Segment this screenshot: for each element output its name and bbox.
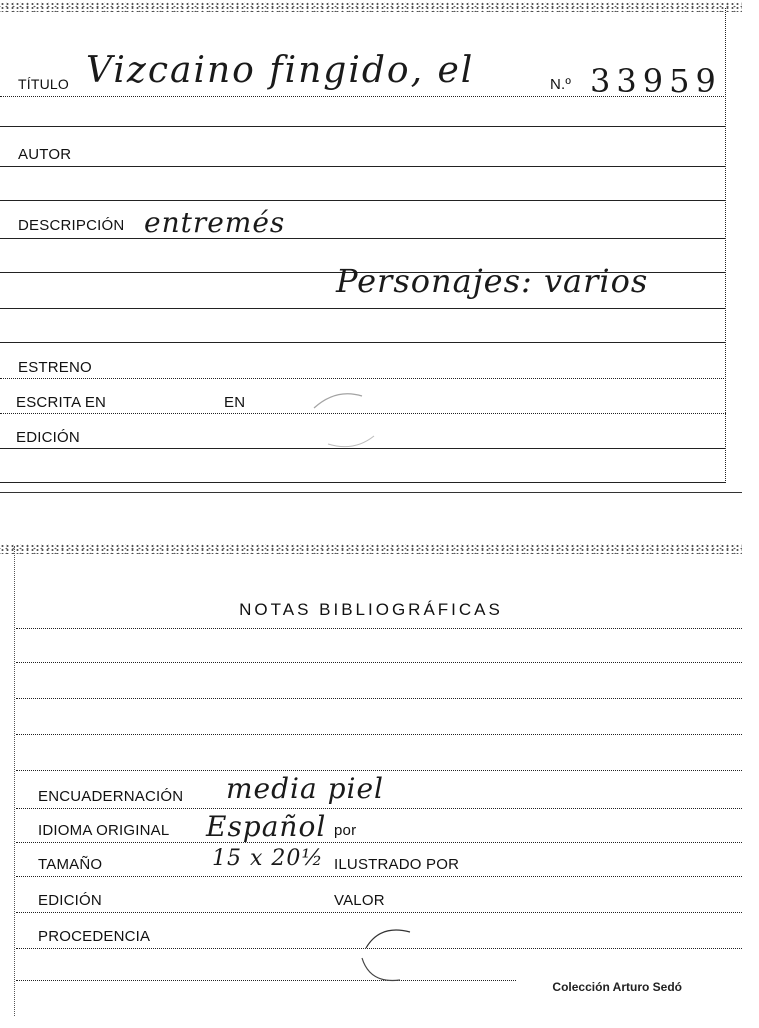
rule-line — [0, 482, 726, 483]
faded-stamp — [352, 918, 432, 990]
encuadernacion-line — [16, 808, 742, 809]
notes-line — [16, 662, 742, 663]
rule-line — [0, 126, 726, 127]
titulo-label: TÍTULO — [18, 76, 69, 92]
idioma-value: Español — [206, 810, 327, 843]
numero-value: 33959 — [590, 62, 722, 100]
edicion-label: EDICIÓN — [16, 429, 80, 446]
autor-label: AUTOR — [18, 146, 72, 163]
collection-credit: Colección Arturo Sedó — [552, 980, 682, 994]
encuadernacion-value: media piel — [226, 772, 384, 805]
ilustrado-label: ILUSTRADO POR — [334, 856, 460, 873]
notes-line — [16, 698, 742, 699]
notes-line — [16, 628, 742, 629]
rule-line — [0, 200, 726, 201]
torn-top-edge — [0, 544, 742, 554]
encuadernacion-label: ENCUADERNACIÓN — [38, 788, 184, 805]
card-right-edge — [725, 8, 726, 483]
faded-stamp — [306, 386, 386, 456]
en-label: EN — [224, 394, 246, 411]
tamano-label: TAMAÑO — [38, 856, 103, 873]
por-label: por — [334, 822, 357, 839]
titulo-value: Vizcaino fingido, el — [86, 50, 475, 91]
notes-line — [16, 770, 742, 771]
edicion-back-line — [16, 912, 742, 913]
tamano-line — [16, 876, 742, 877]
escrita-en-label: ESCRITA EN — [16, 394, 107, 411]
rule-line — [0, 342, 726, 343]
tamano-value: 15 x 20½ — [212, 846, 324, 871]
torn-top-edge — [0, 2, 742, 12]
procedencia-label: PROCEDENCIA — [38, 928, 151, 945]
estreno-line — [0, 378, 726, 379]
descripcion-label: DESCRIPCIÓN — [18, 217, 125, 234]
notes-line — [16, 734, 742, 735]
valor-label: VALOR — [334, 892, 385, 909]
rule-line — [0, 308, 726, 309]
rule-line — [16, 980, 516, 981]
edicion-back-label: EDICIÓN — [38, 892, 102, 909]
catalog-card-back — [0, 540, 742, 1028]
autor-line — [0, 166, 726, 167]
idioma-label: IDIOMA ORIGINAL — [38, 822, 170, 839]
numero-label: N.º — [550, 76, 572, 93]
descripcion-value: entremés — [144, 206, 286, 239]
card-divider — [0, 492, 742, 493]
catalog-card-front — [0, 0, 742, 490]
descripcion-note: Personajes: varios — [336, 262, 649, 300]
descripcion-line — [0, 238, 726, 239]
notas-heading: NOTAS BIBLIOGRÁFICAS — [239, 600, 503, 619]
titulo-line — [0, 96, 726, 97]
idioma-line — [16, 842, 742, 843]
estreno-label: ESTRENO — [18, 359, 92, 376]
